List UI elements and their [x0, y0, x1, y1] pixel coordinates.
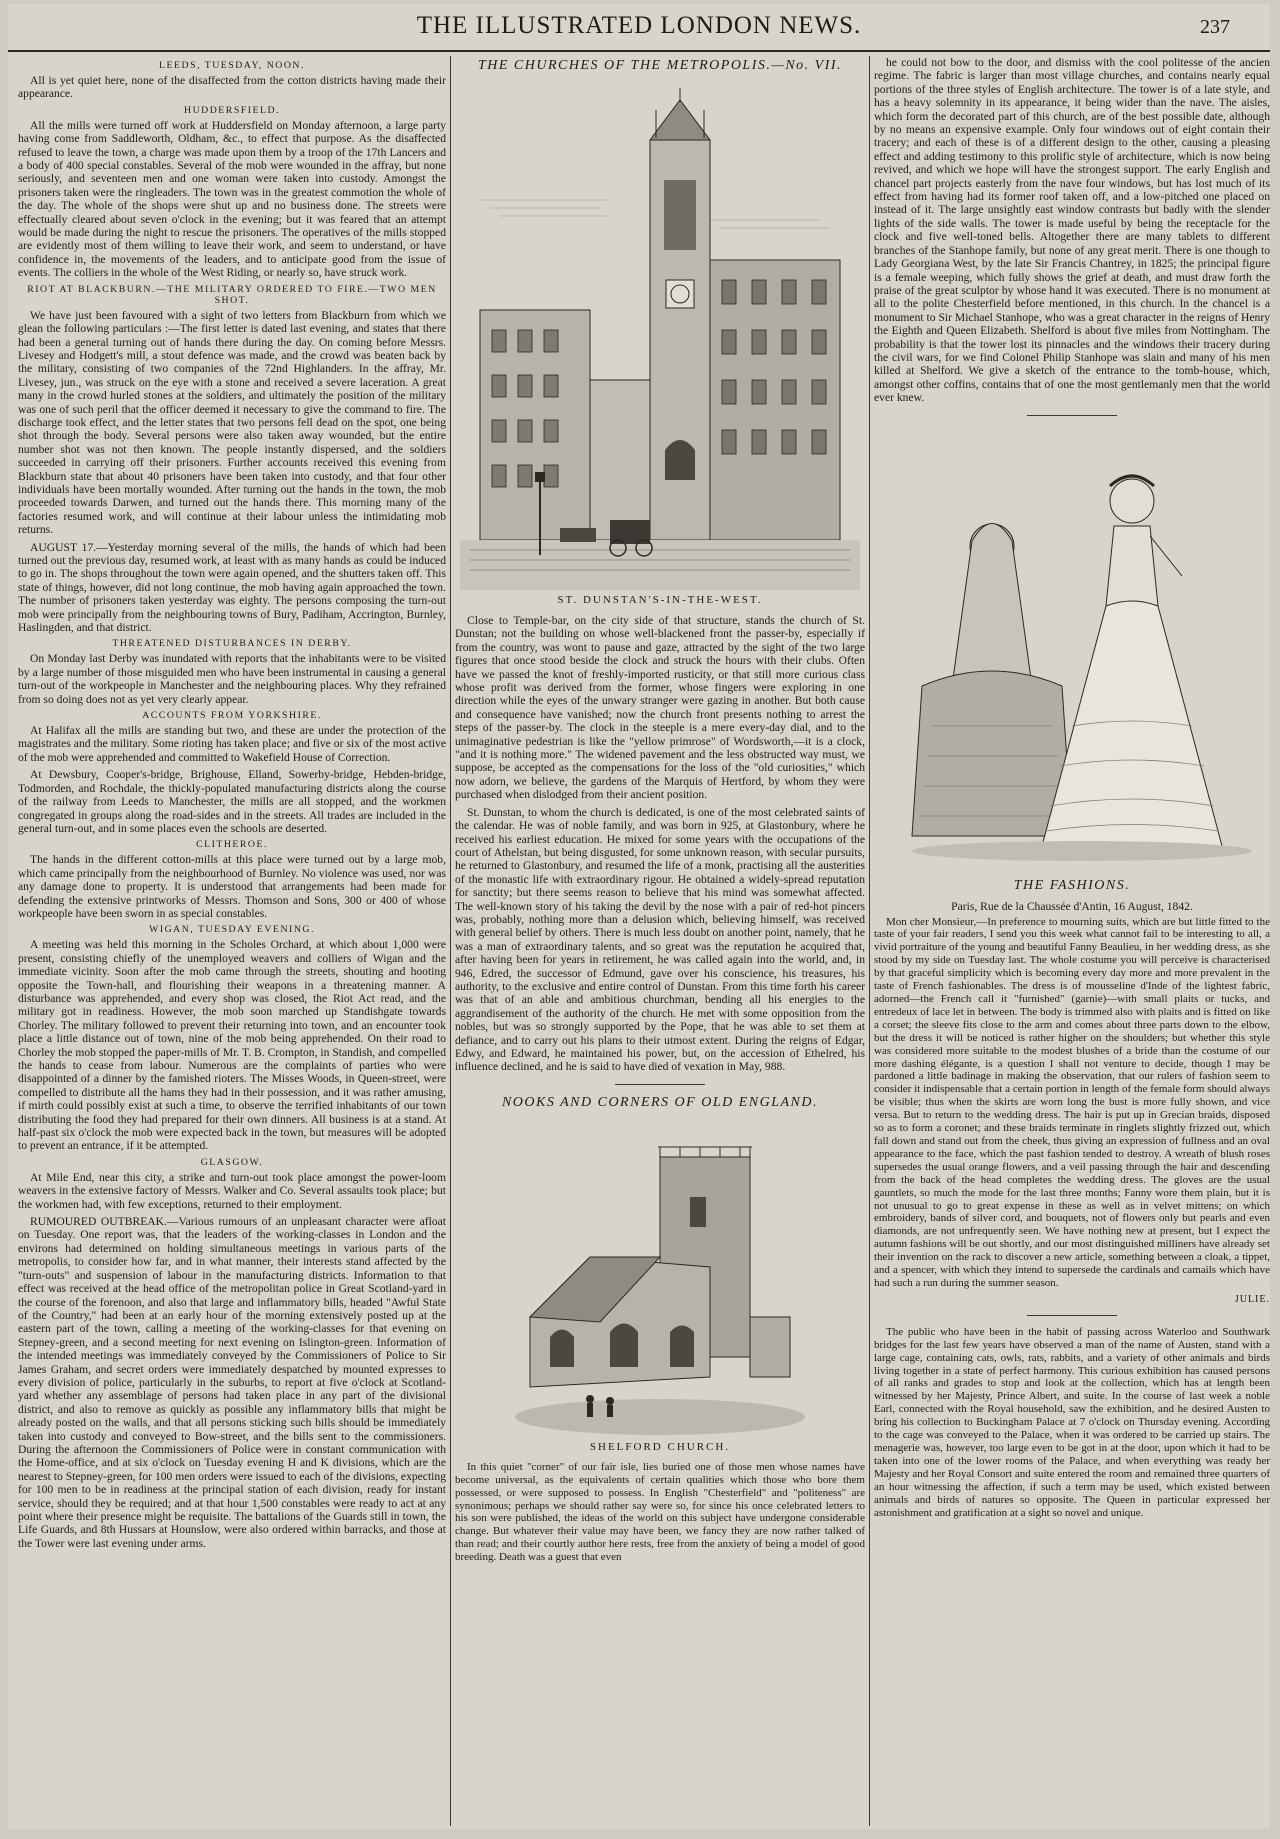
- paragraph-wigan: A meeting was held this morning in the Scholes Orchard, at which about 1,000 were present, consisting chiefly of the unemployed weavers and colliers of Wigan and the immediate vicinity. Soon after the mob came through the streets, shouting and hooting opposite the Town-hall, and flourishing their weapons in a threatening manner. A disturbance was apprehended, and every shop was closed, the Riot Act read, and the military got in readiness. However, the mob soon marched up Standishgate towards Chorley. The military followed to prevent their returning into town, and an encounter took place a little distance out of town, nine of the mob being apprehended. On their road to Chorley the mob stopped the paper-mills of Mr. T. B. Crompton, in Standish, and compelled the hands to cease from labour. Numerous are the complaints of parties who were disappointed of a dinner by the famished rioters. The Misses Woods, in Queen-street, were compelled to distribute all the hams they had in their possession, and it was rather amusing, if mirth could possibly exist at such a time, to observe the terrified inhabitants of our town distributing the food they had prepared for their own dinners. All business is at a stand. At half-past six o'clock the mob were expected back in the town, but measures will be adopted to prevent an entrance, if it be attempted.: [18, 938, 446, 1153]
- divider: [1027, 415, 1117, 416]
- paragraph-st-dunstan-2: St. Dunstan, to whom the church is dedicated, is one of the most celebrated saints of the calendar. He was of noble family, and was born in 925, at Glastonbury, where he received his earliest education. He mixed for some years with the occupations of the court of Athelstan, but being disgusted, for some unknown reason, with secular pursuits, he returned to Glastonbury, and resumed the life of a monk, practising all the austerities of the monastic life with extraordinary rigour. He obtained a widely-spread reputation for sanctity; but there seems reason to believe that his mind was somewhat affected. The well-known story of his taking the devil by the nose with a pair of red-hot pincers was, probably, nothing more than a delusion which, believing himself, was received with general belief by others. There is much less doubt on another point, namely, that he was a man of extraordinary talents, and so great was the reputation he acquired that, after having been for years in retirement, he was called again into the world, and, in 946, Edred, the successor of Edmund, gave over his conscience, his treasures, his authority, to the exclusive and entire control of Dunstan. From this time forth his career was that of an able and ambitious churchman, bending all his energies to the aggrandisement of the authority of the church. He met with some opposition from the nobles, but was so strongly supported by the Pope, that he was able to set them at defiance, and to carry out his plans to their utmost extent. During the reigns of Edgar, Edwy, and Edward, he maintained his power, but, on the accession of Ethelred, his influence declined, and he is said to have died of vexation in May, 988.: [455, 805, 865, 1074]
- divider: [1027, 1315, 1117, 1316]
- paragraph-shelford: In this quiet "corner" of our fair isle, lies buried one of those men whose names have become universal, as the equivalents of certain qualities which those who bore them possessed, or were supposed to possess. In English "Chesterfield" and "politeness" are synonimous; perhaps we should rather say were so, for since his once celebrated letters to his son were published, the ideas of the world on this subject have undergone considerable change. But whatever their value may have been, we fancy they are now rather talked of than read; and their courtly author here rests, free from the anxiety of being a model of good breeding. Death was a guest that even: [455, 1460, 865, 1564]
- paragraph-derby: On Monday last Derby was inundated with reports that the inhabitants were to be visited by a large number of those misguided men who have been instrumental in causing a general turn-out of the workpeople in Manchester and the neighbouring places. Why they refrained from so doing does not as yet very clearly appear.: [18, 652, 446, 706]
- shelford-church-engraving: [510, 1117, 810, 1437]
- author-signature: JULIE.: [1234, 1293, 1270, 1305]
- section-title-churches: THE CHURCHES OF THE METROPOLIS.—No. VII.: [477, 58, 843, 73]
- heading-leeds: LEEDS, TUESDAY, NOON.: [159, 60, 305, 71]
- paragraph-shelford-continued: he could not bow to the door, and dismiss with the cool politesse of the ancien regime. The fabric is larger than most village churches, and contains nearly equal portions of the three styles of English architecture. The tower is of a late style, and has a heavy solemnity in its appearance, it being wider than the nave. The aisles, which form the decorated part of this church, are of the best possible date, although by no means an expensive example. Only four windows out of eight contain their tracery; and each of these is of a different design to the other, causing a pleasing effect and adding testimony to this prolific style of architecture, which is now being revived, and which we hope will have the strongest support. The early English and chancel part projects easterly from the nave four windows, but has lost much of its effect from having had its former roof taken off, and a low-pitched one placed on instead of it. The large unsightly east window contrasts but badly with the slender lights of the side walls. The tower is made useful by being the receptacle for the clock and five well-toned bells. Altogether there are many tablets to different branches of the Stanhope family, but none of any great merit. There is one though to Lady Georgiana West, by the late Sir Francis Chantrey, in 1825; the principal figure is a female weeping, which fully shows the grief at death, and must draw forth the praise of the great sculptor by whose hand it was executed. There is no monument at all to the polite Chesterfield before mentioned, in this church. In the chancel is a monument to Sir Michael Stanhope, who was a great character in the reigns of Henry the Eighth and Queen Elizabeth. Shelford is about five miles from Nottingham. The probability is that the tower lost its pinnacles and the windows their tracery during the civil wars, for we find Colonel Philip Stanhope was slain and many of his men killed at Shelford. We give a sketch of the entrance to the tomb-house, which, amongst other coffins, contains that of one the most gentlemanly men that the world ever knew.: [874, 56, 1270, 405]
- caption-st-dunstan: ST. DUNSTAN'S-IN-THE-WEST.: [557, 594, 763, 606]
- paragraph-leeds: All is yet quiet here, none of the disaffected from the cotton districts having made their appearance.: [18, 74, 446, 101]
- masthead: [8, 4, 1270, 52]
- page-number: 237: [1200, 16, 1230, 38]
- newspaper-page: [8, 4, 1270, 1829]
- column-fashions: [874, 56, 1270, 1826]
- paragraph-dewsbury: At Dewsbury, Cooper's-bridge, Brighouse, Elland, Sowerby-bridge, Hebden-bridge, Todmorden, and Rochdale, the thickly-populated manufacturing districts along the course of the railway from Leeds to Manchester, the mills are all stopped, and the workmen congregated in groups along the road-sides and in the streets. All trades are included in the general turn-out, and in some places even the schools are deserted.: [18, 768, 446, 835]
- paragraph-clitheroe: The hands in the different cotton-mills at this place were turned out by a large mob, which came principally from the neighbourhood of Burnley. No violence was used, nor was any damage done to property. It is understood that arrangements had been made for defending the extensive printworks of Messrs. Thomson and Sons, 300 or 400 of whose workpeople have been sworn in as special constables.: [18, 853, 446, 920]
- fashion-plate-engraving: [882, 426, 1262, 876]
- heading-wigan: WIGAN, TUESDAY EVENING.: [149, 924, 315, 936]
- heading-glasgow: GLASGOW.: [200, 1156, 264, 1168]
- fashions-dateline: Paris, Rue de la Chaussée d'Antin, 16 August, 1842.: [951, 899, 1193, 913]
- divider: [615, 1084, 705, 1085]
- heading-derby: THREATENED DISTURBANCES IN DERBY.: [112, 638, 352, 650]
- paragraph-huddersfield: All the mills were turned off work at Huddersfield on Monday afternoon, a large party having come from Saddleworth, Oldham, &c., to effect that purpose. As the disaffected refused to leave the town, a charge was made upon them by a troop of the 17th Lancers and a body of 400 special constables. Several of the mob were wounded in the affray, but none seriously, and seventeen men and one woman were taken into custody. Amongst the prisoners taken were the ringleaders. The town was in the greatest commotion the whole of the day. The whole of the shops were shut up and no business done. The streets were effectually cleared about seven o'clock in the evening; but it was feared that an attempt would be made during the night to rescue the prisoners. The operatives of the mills stopped are evidently most of them willing to leave their work, and seem to understand, or have confidence in, the movements of the leaders, and to anticipate good from the issue of events. The colliers in the whole of the West Riding, or nearly so, have struck work.: [18, 118, 446, 280]
- column-rule-right: [869, 56, 870, 1826]
- paragraph-fashions: Mon cher Monsieur,—In preference to mourning suits, which are but little fitted to the taste of your fair readers, I send you this week what cannot fail to be interesting to all, a vivid portraiture of the young and beautiful Fanny Beaulieu, in her wedding dress, as she stood by my side on Tuesday last. The whole costume you will perceive is characterised by that graceful simplicity which is becoming every day more and more prevalent in the taste of French fashionables. The dress is of mousseline d'Inde of the lightest fabric, adorned—the French call it "furnished" (garnie)—with small plaits or tucks, and entredeux of lace let in between. The body is trimmed also with plaits and is fitted on like a corset; the sleeve fits close to the arm and comes about three parts down to the elbow, but the dress it will be noticed is rather higher on the shoulders; but whether this style was considered more suitable to the modest blushes of a bride than the costume of our more dashing élégante, is a question I shall not venture to decide, though I may be pardoned a little badinage in making the observation, that our rulers of fashion seem to consider it indispensable that a certain portion in length of the female form should always be visible; thus when the skirts are worn long the bust is more fully shown, and vice versa. But to return to the wedding dress. The hair is put up in Grecian braids, disposed so as to form a coronet; and these braids terminate in ringlets slightly frizzed out, which fall down and stand out from the cheek, thus giving an expression of fullness and an oval appearance to the face, which the past fashion tended to destroy. A wreath of blush roses supersedes the usual orange flowers, and a veil passing through the hair and descending from the back of the head completes the wedding dress. The gloves are the usual gauntlets, so much the mode for the last three months; Fanny wore them plain, but it is not unusual to go to great expense in these as well as in velvet mittens; on which embroidery, bands of silver cord, and bouquets, not of flowers only but pearls and even diamonds, are not unfrequently seen. We have nothing new at present, but I expect the autumn fashions will be out shortly, and our most distinguished milliners have already set their invention on the rack to discover a new article, something between a cloak, a tippet, and a spencer, with which they intend to supersede the cardinals and camails which have had such a run during the summer season.: [874, 915, 1270, 1289]
- column-rule-left: [450, 56, 451, 1826]
- section-title-fashions: THE FASHIONS.: [1013, 877, 1131, 893]
- heading-blackburn: RIOT AT BLACKBURN.—THE MILITARY ORDERED TO FIRE.—TWO MEN SHOT.: [27, 283, 437, 306]
- newspaper-title: THE ILLUSTRATED LONDON NEWS.: [416, 12, 862, 39]
- paragraph-menagerie: The public who have been in the habit of passing across Waterloo and Southwark bridges for the last few years have observed a man of the name of Austen, stand with a large cage, containing cats, owls, rats, rabbits, and a variety of other animals and birds living together in a state of perfect harmony. This curious exhibition has caused persons of all ranks and grades to stop and look at the collection, which has at length been witnessed by her Majesty, Prince Albert, and suite. In the course of last week a noble Earl, connected with the Royal household, saw the exhibition, and he desired Austen to bring his collection to Buckingham Palace at 7 o'clock on Thursday evening. According to the cage was conveyed to the Palace, when it was ordered to be carried up stairs. The menagerie was, however, too large even to be got in at the door, upon which it had to be taken into one of the lower rooms of the Palace, and when everything was ready her Majesty and her Royal Consort and suite entered the room and remained three quarters of an hour witnessing the affection, if such a term may be used, which existed between animals and birds of natures so opposite. The Queen in particular expressed her astonishment and gratification at a sight so novel and unique.: [874, 1325, 1270, 1519]
- paragraph-rumoured-outbreak: RUMOURED OUTBREAK.—Various rumours of an unpleasant character were afloat on Tuesday. One report was, that the leaders of the working-classes in London and the environs had determined on holding simultaneous meetings in various parts of the metropolis, to consider how far, and in what manner, their interests stand affected by the "turn-outs" and suspension of labour in the manufacturing districts. Information to that effect was received at the head office of the metropolitan police in Great Scotland-yard in the course of the forenoon, and also that large and inflammatory bills, headed "Awful State of the Country," had been at an early hour of the morning extensively posted up at the eastern part of the town, calling a meeting of the working-classes for that evening on Stepney-green, and a second meeting for next evening on Islington-green. Information of the intended meetings was immediately conveyed by the Commissioners of Police to Sir James Graham, and secret orders were immediately despatched by mounted expresses to every division of police, particularly in the suburbs, to report at five o'clock at Scotland-yard whether any assemblage of persons had taken place in any part of the divisional district, and also to remove as quickly as possible any inflammatory bills that might be already posted on the walls, and that all persons sticking such bills should be immediately taken into custody and conveyed to Bow-street, and the bills sent to the commissioners. During the afternoon the Commissioners of Police were in constant communication with the Home-office, and at six o'clock on Tuesday evening H and K divisions, which are the nearest to Stepney-green, for 100 men orders were issued to each of the divisions, expecting for 100 men to be in readiness at the principal station of each division, ready for instant service, should they be required; and at that hour 1,500 constables were ready to act at any point where their presence might be requisite. The battalions of the Guards still in town, the Life Guards, and 8th Hussars at Hounslow, were also ordered within barracks, and those at the Tower were last evening under arms.: [18, 1215, 446, 1550]
- paragraph-glasgow: At Mile End, near this city, a strike and turn-out took place amongst the power-loom weavers in the extensive factory of Messrs. Walker and Co. Several assaults took place; but the workmen had, with few exceptions, returned to their employment.: [18, 1170, 446, 1211]
- paragraph-halifax: At Halifax all the mills are standing but two, and these are under the protection of the magistrates and the military. Some rioting has taken place; and five or six of the most active of the mob were apprehended and committed to Wakefield House of Correction.: [18, 724, 446, 764]
- st-dunstan-engraving: [460, 80, 860, 590]
- column-churches: [455, 56, 865, 1826]
- heading-huddersfield: HUDDERSFIELD.: [184, 104, 280, 116]
- paragraph-august: AUGUST 17.—Yesterday morning several of the mills, the hands of which had been turned out the previous day, resumed work, at least with as many hands as could be induced to go in. The shops throughout the town were again opened, and the shutters taken off. This state of things, however, did not long continue, the mob having again approached the town. The number of prisoners taken yesterday was eighty. The persons composing the turn-out mob were principally from the neighbouring towns of Bury, Padiham, Accrington, Burnley, Haslingden, and that district.: [18, 540, 446, 635]
- heading-yorkshire: ACCOUNTS FROM YORKSHIRE.: [142, 710, 322, 722]
- paragraph-st-dunstan-1: Close to Temple-bar, on the city side of that structure, stands the church of St. Dunstan; not the building on whose well-blackened front the passer-by, especially if from the country, was wont to pause and gaze, attracted by the sight of the two large figures that once stood beside the clock and struck the hours with their clubs. Often have we passed the knot of freshly-imported rusticity, or that still more curious class whose profit was derived from the former, whose fingers were exploring in one direction while the eyes of the unwary stranger were gazing in another. But both cause and consequence have vanished; now the church front presents nothing to arrest the steps of the passer-by. The clock in the steeple is a mere every-day dial, and to the unimaginative pedestrian is like the "yellow primrose" of Wordsworth,—it is a clock, "and it is nothing more." The widened pavement and the less obstructed way must, we suppose, be accepted as the compensations for the loss of the "old curiosities," which now adorn, we believe, the gardens of the Marquis of Hertford, by whom they were purchased when dislodged from their ancient position.: [455, 614, 865, 802]
- section-title-nooks: NOOKS AND CORNERS OF OLD ENGLAND.: [501, 1094, 819, 1110]
- heading-clitheroe: CLITHEROE.: [196, 839, 268, 851]
- column-news: [18, 56, 446, 1826]
- caption-shelford-church: SHELFORD CHURCH.: [589, 1440, 731, 1453]
- paragraph-blackburn: We have just been favoured with a sight of two letters from Blackburn from which we glean the following particulars :—The first letter is dated last evening, and states that there had been a general turning out of hands there during the day. On coming before Messrs. Livesey and Hodgett's mill, a stout defence was made, and the crowd was beaten back by the military, consisting of two companies of the 72nd Highlanders. In the affray, Mr. Livesey, jun., was struck on the eye with a stone and received a severe laceration. A great many in the crowd hurled stones at the soldiers, and ultimately the position of the military was one of such peril that the officer deemed it necessary to give the command to fire. The discharge took effect, and the letter states that two persons fell dead on the spot, one being shot through the body. Several persons were also taken away wounded, but the entire number shot was not then known. The people instantly dispersed, and the soldiers succeeded in carrying off their prisoners. Further accounts received this evening from Blackburn state that about 40 prisoners have been taken into custody, and that four other individuals have been mortally wounded. After turning out the hands in the town, the mob proceeded towards Darwen, and turned out the hands there. This morning many of the factories resumed work, and will continue at their labour unless the intimidating mob returns.: [18, 308, 446, 537]
